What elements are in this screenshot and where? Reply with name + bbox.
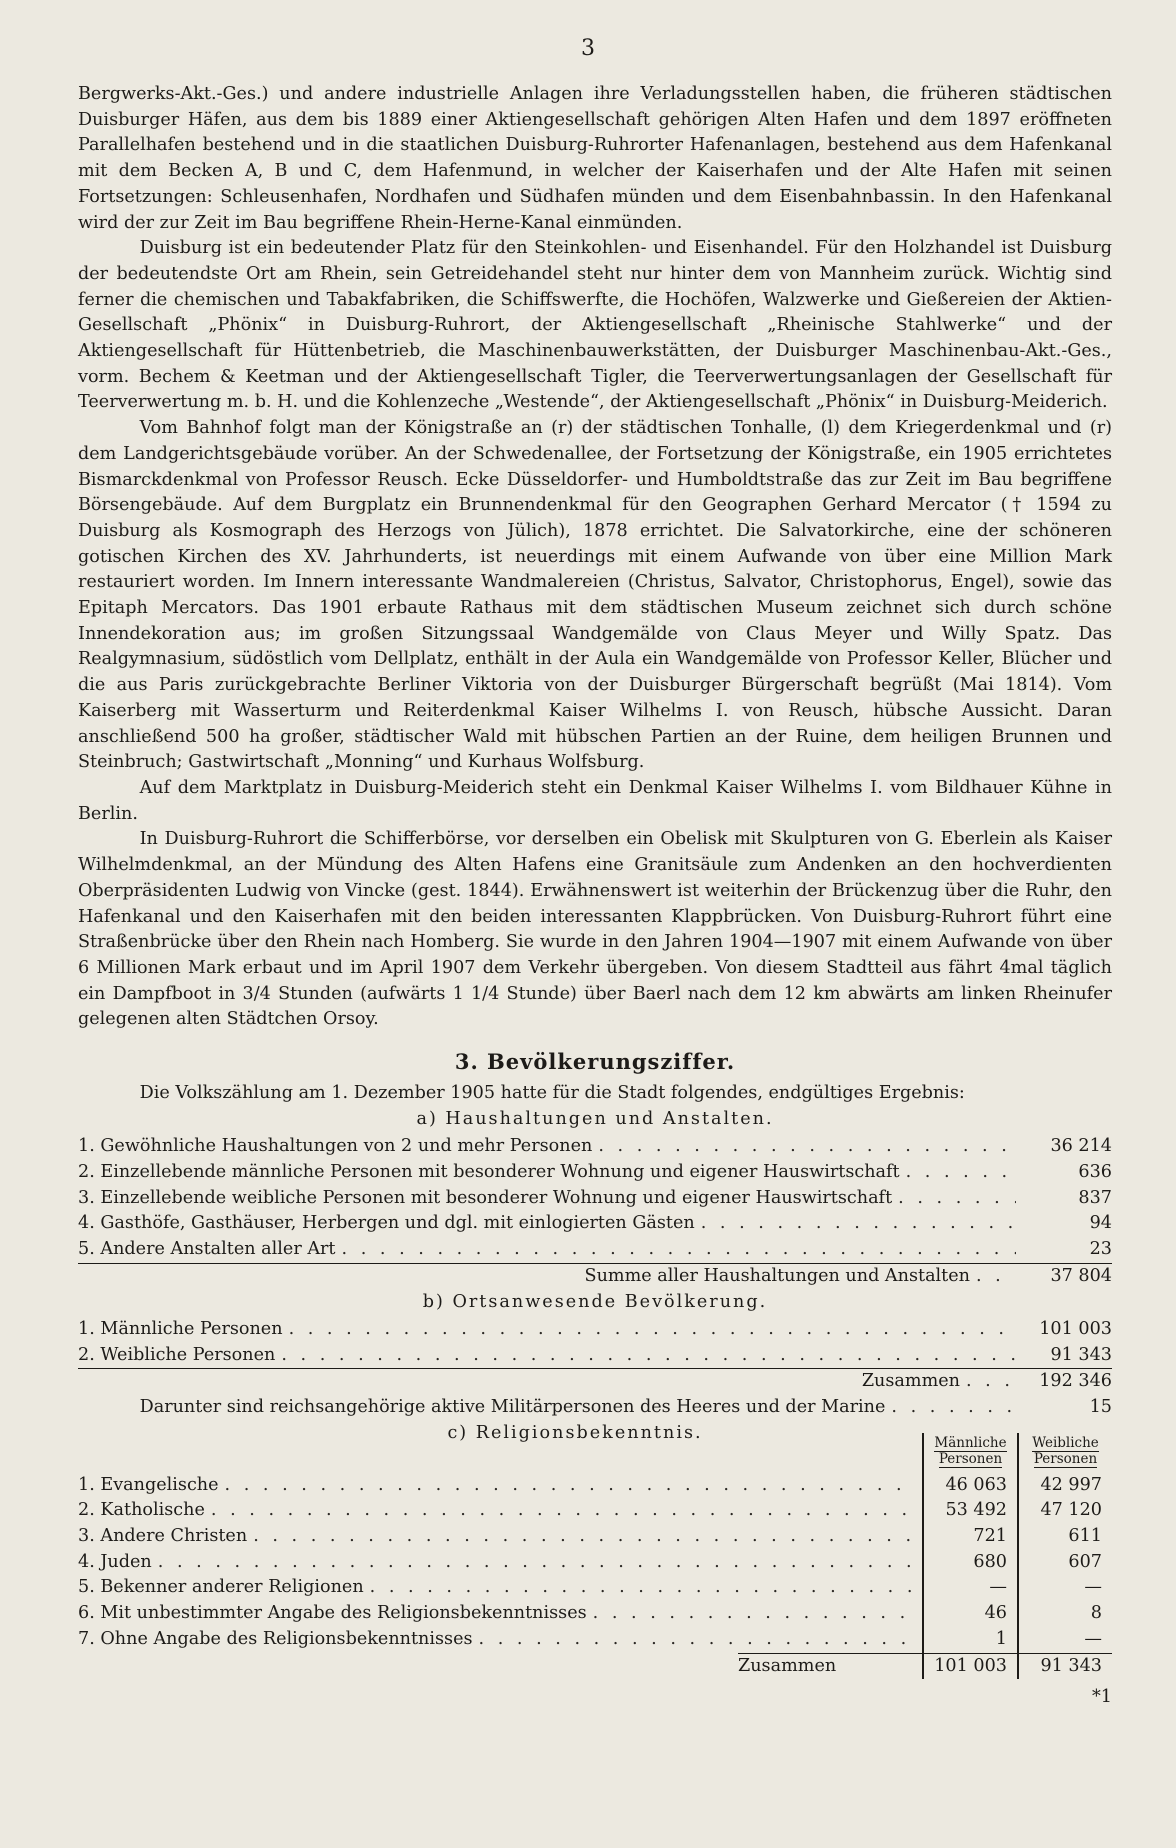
row-value: 91 343 (1050, 1344, 1112, 1365)
female-value: 607 (1017, 1550, 1112, 1576)
religion-total-row (738, 1653, 1112, 1680)
total-value: 192 346 (1039, 1371, 1112, 1392)
table-row (78, 1134, 1112, 1160)
row-value: 837 (1078, 1187, 1112, 1208)
paragraph-meiderich: Auf dem Marktplatz in Duisburg-Meiderich steht ein Denkmal Kaiser Wilhelms I. vom Bildhauer Kühne in Berlin. (78, 777, 1112, 824)
row-label: 5. Andere Anstalten aller Art (78, 1238, 336, 1259)
page-body (78, 82, 1112, 1711)
signature-mark: *1 (1092, 1687, 1112, 1708)
households-table (78, 1134, 1112, 1289)
section-title: 3. Bevölkerungsziffer. (454, 1049, 736, 1075)
population-total-row (78, 1368, 1112, 1395)
paragraph-harbors: Bergwerks-Akt.-Ges.) und andere industrielle Anlagen ihre Verladungsstellen haben, die früheren städtischen Duisburger Häfen, aus dem bis 1889 einer Aktiengesellschaft gehörigen Alten Hafen und dem 1897 eröffneten Parallelhafen bestehend und in die staatlichen Duisburg-Ruhrorter Hafenanlagen, bestehend aus dem Hafenkanal mit dem Becken A, B und C, dem Hafenmund, in welcher der Kaiserhafen und der Alte Hafen mit seinen Fortsetzungen: Schleusenhafen, Nordhafen und Südhafen münden und dem Eisenbahnbassin. In den Hafenkanal wird der zur Zeit im Bau begriffene Rhein-Herne-Kanal einmünden. (78, 84, 1112, 233)
female-value: 8 (1017, 1601, 1112, 1627)
male-value: 53 492 (922, 1498, 1017, 1524)
page-number: 3 (581, 36, 595, 61)
row-label: 2. Weibliche Personen (78, 1344, 276, 1365)
male-value: 46 063 (922, 1473, 1017, 1499)
row-label: 2. Katholische (78, 1500, 205, 1521)
row-label: 1. Evangelische (78, 1474, 219, 1495)
table-row (78, 1343, 1112, 1369)
table-row (78, 1160, 1112, 1186)
table-row (78, 1237, 1112, 1263)
census-intro: Die Volkszählung am 1. Dezember 1905 hatte für die Stadt folgendes, endgültiges Ergebnis: (139, 1082, 965, 1103)
male-value: 680 (922, 1550, 1017, 1576)
row-label: 4. Juden (78, 1551, 152, 1572)
religion-heading: c) Religionsbekenntnis. (447, 1422, 703, 1443)
table-row (78, 1211, 1112, 1237)
paragraph-ruhrort: In Duisburg-Ruhrort die Schifferbörse, vor derselben ein Obelisk mit Skulpturen von G. Eberlein als Kaiser Wilhelmdenkmal, an der Mündung des Alten Hafens eine Granitsäule zum Andenken an den hochverdienten Oberpräsidenten Ludwig von Vincke (gest. 1844). Erwähnenswert ist weiterhin der Brückenzug über die Ruhr, den Hafenkanal und den Kaiserhafen mit den beiden interessanten Klappbrücken. Von Duisburg-Ruhrort führt eine Straßenbrücke über den Rhein nach Homberg. Sie wurde in den Jahren 1904—1907 mit einem Aufwande von über 6 Millionen Mark erbaut und im April 1907 dem Verkehr übergeben. Von diesem Stadtteil aus fährt 4mal täglich ein Dampfboot in 3/4 Stunden (aufwärts 1 1/4 Stunde) über Baerl nach dem 12 km abwärts am linken Rheinufer gelegenen alten Städtchen Orsoy. (78, 829, 1112, 1030)
religion-header (78, 1421, 1112, 1473)
population-table (78, 1317, 1112, 1421)
total-male: 101 003 (922, 1654, 1017, 1680)
table-row (78, 1473, 1112, 1499)
row-label: 4. Gasthöfe, Gasthäuser, Herbergen und dgl. mit einlogierten Gästen (78, 1213, 695, 1234)
male-value: 721 (922, 1524, 1017, 1550)
row-value: 101 003 (1039, 1318, 1112, 1339)
column-header-female: Weibliche Personen (1017, 1433, 1112, 1473)
total-female: 91 343 (1017, 1654, 1112, 1680)
female-value: 611 (1017, 1524, 1112, 1550)
total-value: 37 804 (1050, 1265, 1112, 1286)
table-row (78, 1550, 1112, 1576)
male-value: 46 (922, 1601, 1017, 1627)
row-label: 7. Ohne Angabe des Religionsbekenntnisses (78, 1628, 473, 1649)
military-row (78, 1395, 1112, 1421)
households-total-row (78, 1263, 1112, 1290)
religion-table (78, 1421, 1112, 1680)
military-label: Darunter sind reichsangehörige aktive Militärpersonen des Heeres und der Marine (139, 1397, 886, 1418)
total-label: Summe aller Haushaltungen und Anstalten (584, 1265, 970, 1286)
row-label: 1. Gewöhnliche Haushaltungen von 2 und mehr Personen (78, 1136, 593, 1157)
row-label: 3. Einzellebende weibliche Personen mit besonderer Wohnung und eigener Hauswirtschaft (78, 1187, 893, 1208)
female-value: — (1017, 1575, 1112, 1601)
row-label: 5. Bekenner anderer Religionen (78, 1577, 364, 1598)
male-value: — (922, 1575, 1017, 1601)
table-row (78, 1498, 1112, 1524)
table-row (78, 1601, 1112, 1627)
paragraph-industry: Duisburg ist ein bedeutender Platz für den Steinkohlen- und Eisenhandel. Für den Holzhandel ist Duisburg der bedeutendste Ort am Rhein, sein Getreidehandel steht nur hinter dem von Mannheim zurück. Wichtig sind ferner die chemischen und Tabakfabriken, die Schiffswerfte, die Hochöfen, Walzwerke und Gießereien der Aktien-Gesellschaft „Phönix“ in Duisburg-Ruhrort, der Aktiengesellschaft „Rheinische Stahlwerke“ und der Aktiengesellschaft für Hüttenbetrieb, die Maschinenbauwerkstätten, der Duisburger Maschinenbau-Akt.-Ges., vorm. Bechem & Keetman und der Aktiengesellschaft Tigler, die Teerverwertungsanlagen der Gesellschaft für Teerverwertung m. b. H. und die Kohlenzeche „Westende“, der Aktiengesellschaft „Phönix“ in Duisburg-Meiderich. (78, 238, 1112, 413)
row-label: 6. Mit unbestimmter Angabe des Religionsbekenntnisses (78, 1603, 587, 1624)
row-value: 23 (1089, 1238, 1112, 1259)
female-value: — (1017, 1627, 1112, 1653)
row-label: 3. Andere Christen (78, 1526, 248, 1547)
households-heading: a) Haushaltungen und Anstalten. (416, 1109, 774, 1130)
table-row (78, 1317, 1112, 1343)
row-value: 36 214 (1050, 1136, 1112, 1157)
female-value: 47 120 (1017, 1498, 1112, 1524)
female-value: 42 997 (1017, 1473, 1112, 1499)
row-label: 2. Einzellebende männliche Personen mit besonderer Wohnung und eigener Hauswirtschaft (78, 1161, 900, 1182)
paragraph-sights: Vom Bahnhof folgt man der Königstraße an (r) der städtischen Tonhalle, (l) dem Kriegerdenkmal und (r) dem Landgerichtsgebäude vorüber. An der Schwedenallee, der Fortsetzung der Königstraße, ein 1905 errichtetes Bismarckdenkmal von Professor Reusch. Ecke Düsseldorfer- und Humboldtstraße das zur Zeit im Bau begriffene Börsengebäude. Auf dem Burgplatz ein Brunnendenkmal für den Geographen Gerhard Mercator († 1594 zu Duisburg als Kosmograph des Herzogs von Jülich), 1878 errichtet. Die Salvatorkirche, eine der schöneren gotischen Kirchen des XV. Jahrhunderts, ist neuerdings mit einem Aufwande von über eine Million Mark restauriert worden. Im Innern interessante Wandmalereien (Christus, Salvator, Christophorus, Engel), sowie das Epitaph Mercators. Das 1901 erbaute Rathaus mit dem städtischen Museum zeichnet sich durch schöne Innendekoration aus; im großen Sitzungssaal Wandgemälde von Claus Meyer und Willy Spatz. Das Realgymnasium, südöstlich vom Dellplatz, enthält in der Aula ein Wandgemälde von Professor Keller, Blücher und die aus Paris zurückgebrachte Berliner Viktoria von der Duisburger Bürgerschaft begrüßt (Mai 1814). Vom Kaiserberg mit Wasserturm und Reiterdenkmal Kaiser Wilhelms I. von Reusch, hübsche Aussicht. Daran anschließend 500 ha großer, städtischer Wald mit hübschen Partien an der Ruine, dem heiligen Brunnen und Steinbruch; Gastwirtschaft „Monning“ und Kurhaus Wolfsburg. (78, 418, 1112, 773)
population-heading: b) Ortsanwesende Bevölkerung. (422, 1292, 768, 1313)
table-row (78, 1575, 1112, 1601)
male-value: 1 (922, 1627, 1017, 1653)
total-label: Zusammen (738, 1655, 837, 1676)
table-row (78, 1524, 1112, 1550)
total-label: Zusammen (861, 1371, 960, 1392)
military-value: 15 (1089, 1397, 1112, 1418)
column-header-male: Männliche Personen (922, 1433, 1017, 1473)
table-row (78, 1186, 1112, 1212)
row-label: 1. Männliche Personen (78, 1318, 283, 1339)
table-row (78, 1627, 1112, 1653)
row-value: 636 (1078, 1161, 1112, 1182)
row-value: 94 (1089, 1213, 1112, 1234)
